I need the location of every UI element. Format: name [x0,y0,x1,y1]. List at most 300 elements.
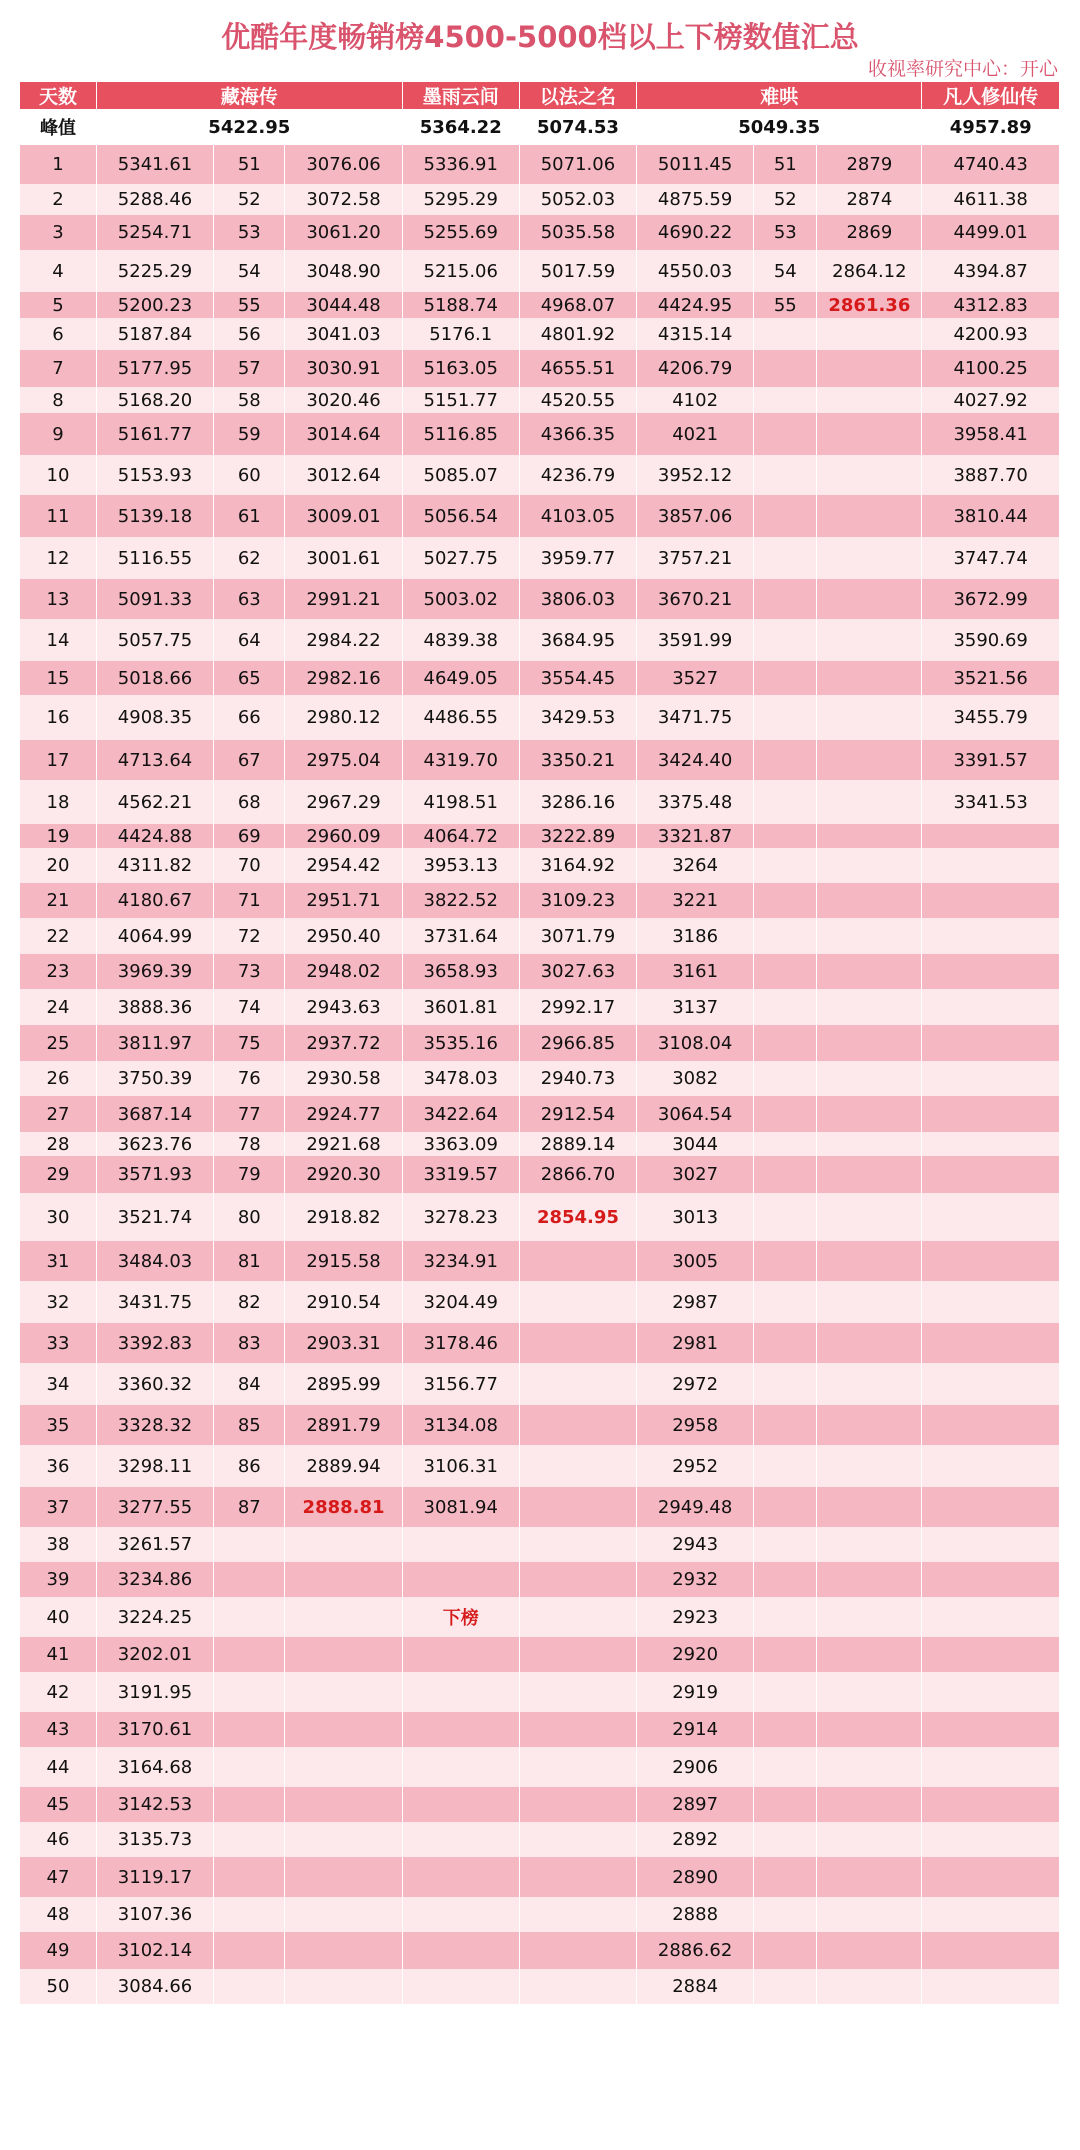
cell-show-1-value: 5091.33 [96,579,213,619]
cell-show-1-value: 3170.61 [96,1712,213,1747]
cell-show-4-extra-day [754,780,817,824]
cell-show-2-value: 3478.03 [402,1061,519,1096]
cell-show-4-value: 3137 [637,989,754,1025]
cell-show-4-extra-value [817,1712,922,1747]
cell-day: 19 [20,824,96,848]
cell-show-1-value: 3623.76 [96,1132,213,1156]
cell-show-2-value: 4064.72 [402,824,519,848]
table-row [20,989,1060,1025]
cell-show-4-extra-day [754,1281,817,1323]
cell-show-4-extra-value [817,1061,922,1096]
peak-label: 峰值 [20,109,96,145]
cell-show-1-extra-day [214,1747,285,1787]
cell-show-1-extra-value: 2915.58 [285,1241,402,1281]
cell-show-1-extra-day: 62 [214,537,285,579]
cell-show-4-value: 4206.79 [637,350,754,387]
table-row [20,1747,1060,1787]
cell-show-4-value: 3757.21 [637,537,754,579]
cell-day: 15 [20,661,96,695]
table-row [20,1857,1060,1897]
table-row [20,1445,1060,1487]
cell-show-1-extra-value: 2888.81 [285,1487,402,1527]
cell-show-2-value [402,1822,519,1857]
cell-day: 49 [20,1932,96,1969]
cell-show-5-value: 4312.83 [922,292,1060,318]
cell-show-3-value: 2992.17 [519,989,636,1025]
table-row [20,387,1060,413]
cell-show-3-value: 3684.95 [519,619,636,661]
cell-show-4-value: 2981 [637,1323,754,1363]
cell-show-3-value: 5052.03 [519,184,636,215]
cell-show-4-value: 2949.48 [637,1487,754,1527]
cell-show-3-value: 2889.14 [519,1132,636,1156]
cell-show-1-extra-value [285,1857,402,1897]
cell-day: 44 [20,1747,96,1787]
cell-day: 12 [20,537,96,579]
cell-show-2-value: 3081.94 [402,1487,519,1527]
cell-show-5-value [922,1857,1060,1897]
cell-show-1-value: 3360.32 [96,1363,213,1405]
cell-show-1-extra-day [214,1527,285,1562]
cell-show-3-value [519,1932,636,1969]
cell-show-5-value: 4499.01 [922,215,1060,250]
cell-show-1-extra-value: 2937.72 [285,1025,402,1061]
table-row [20,1932,1060,1969]
cell-show-3-value [519,1897,636,1932]
cell-show-3-value [519,1323,636,1363]
cell-show-3-value: 4103.05 [519,495,636,537]
cell-show-4-extra-day [754,318,817,350]
table-row [20,292,1060,318]
cell-show-1-extra-value: 2980.12 [285,695,402,740]
cell-show-2-value: 3134.08 [402,1405,519,1445]
cell-show-5-value [922,883,1060,918]
cell-show-5-value: 4100.25 [922,350,1060,387]
cell-show-1-extra-value: 2920.30 [285,1156,402,1193]
cell-show-4-value: 4875.59 [637,184,754,215]
cell-show-4-extra-value [817,1445,922,1487]
cell-day: 31 [20,1241,96,1281]
cell-day: 40 [20,1597,96,1637]
cell-show-3-value [519,1822,636,1857]
cell-show-4-value: 3424.40 [637,740,754,780]
table-row [20,1363,1060,1405]
cell-show-4-extra-value [817,1405,922,1445]
cell-show-4-extra-day [754,413,817,455]
table-row [20,455,1060,495]
cell-show-1-extra-value: 2991.21 [285,579,402,619]
cell-show-5-value [922,1096,1060,1132]
cell-show-3-value: 5017.59 [519,250,636,292]
cell-show-3-value: 4968.07 [519,292,636,318]
cell-show-2-value: 5336.91 [402,145,519,184]
cell-show-1-extra-value: 2889.94 [285,1445,402,1487]
cell-day: 28 [20,1132,96,1156]
cell-show-1-extra-value [285,1637,402,1672]
cell-show-3-value [519,1787,636,1822]
cell-show-1-value: 5057.75 [96,619,213,661]
cell-show-2-value: 5295.29 [402,184,519,215]
cell-show-5-value [922,954,1060,989]
cell-show-1-extra-day: 66 [214,695,285,740]
cell-show-1-extra-value: 2891.79 [285,1405,402,1445]
cell-show-3-value: 3554.45 [519,661,636,695]
cell-show-1-value: 3164.68 [96,1747,213,1787]
cell-show-4-extra-value [817,1363,922,1405]
cell-show-4-extra-day [754,1897,817,1932]
cell-show-5-value: 3810.44 [922,495,1060,537]
cell-show-4-extra-value: 2864.12 [817,250,922,292]
cell-show-4-extra-value [817,413,922,455]
cell-show-1-extra-day: 78 [214,1132,285,1156]
cell-show-2-value: 3822.52 [402,883,519,918]
cell-show-1-extra-day: 58 [214,387,285,413]
cell-show-1-extra-value: 2951.71 [285,883,402,918]
cell-show-1-extra-value: 2924.77 [285,1096,402,1132]
cell-show-5-value [922,1712,1060,1747]
cell-show-1-extra-value [285,1969,402,2004]
cell-show-1-extra-day: 63 [214,579,285,619]
cell-show-2-value [402,1712,519,1747]
cell-show-4-value: 2914 [637,1712,754,1747]
cell-show-4-extra-day: 55 [754,292,817,318]
cell-show-4-value: 3005 [637,1241,754,1281]
table-body [20,145,1060,2004]
cell-show-4-extra-day [754,1932,817,1969]
cell-show-2-value: 3535.16 [402,1025,519,1061]
cell-show-4-extra-value [817,918,922,954]
cell-show-1-value: 5177.95 [96,350,213,387]
cell-show-1-value: 3202.01 [96,1637,213,1672]
cell-show-1-value: 3191.95 [96,1672,213,1712]
cell-show-4-extra-day [754,1562,817,1597]
cell-show-4-value: 3591.99 [637,619,754,661]
cell-show-2-value [402,1857,519,1897]
cell-show-3-value: 3071.79 [519,918,636,954]
cell-day: 33 [20,1323,96,1363]
cell-show-1-extra-day: 54 [214,250,285,292]
table-row [20,619,1060,661]
cell-show-4-extra-value [817,537,922,579]
peak-show-4: 5049.35 [637,109,922,145]
cell-show-3-value: 3109.23 [519,883,636,918]
cell-show-1-value: 5153.93 [96,455,213,495]
cell-show-1-value: 3224.25 [96,1597,213,1637]
cell-show-1-extra-day: 70 [214,848,285,883]
cell-show-5-value: 3391.57 [922,740,1060,780]
cell-show-5-value [922,1445,1060,1487]
cell-show-3-value [519,1527,636,1562]
table-row [20,1787,1060,1822]
table-row [20,413,1060,455]
cell-day: 25 [20,1025,96,1061]
cell-show-1-value: 3484.03 [96,1241,213,1281]
cell-show-4-extra-day: 54 [754,250,817,292]
cell-show-2-value: 5188.74 [402,292,519,318]
cell-show-5-value [922,1132,1060,1156]
cell-show-4-extra-day [754,387,817,413]
cell-show-2-value [402,1562,519,1597]
cell-show-5-value [922,1193,1060,1241]
cell-show-4-extra-day [754,1969,817,2004]
cell-show-4-extra-value [817,824,922,848]
cell-show-4-extra-value [817,1597,922,1637]
page [20,0,1060,2004]
cell-show-5-value [922,1061,1060,1096]
cell-show-1-extra-day: 81 [214,1241,285,1281]
cell-show-4-extra-value [817,455,922,495]
cell-show-4-value: 3321.87 [637,824,754,848]
cell-show-4-value: 2888 [637,1897,754,1932]
cell-show-1-extra-value: 3041.03 [285,318,402,350]
cell-show-4-value: 5011.45 [637,145,754,184]
cell-show-4-extra-day [754,1672,817,1712]
cell-show-1-extra-day [214,1787,285,1822]
cell-show-4-value: 4021 [637,413,754,455]
cell-show-3-value: 2940.73 [519,1061,636,1096]
cell-show-4-value: 3064.54 [637,1096,754,1132]
cell-show-1-extra-value [285,1822,402,1857]
cell-show-5-value: 3887.70 [922,455,1060,495]
cell-day: 43 [20,1712,96,1747]
cell-show-4-extra-day [754,579,817,619]
cell-show-1-extra-value: 2895.99 [285,1363,402,1405]
cell-show-1-value: 3328.32 [96,1405,213,1445]
cell-show-2-value: 3658.93 [402,954,519,989]
cell-show-1-extra-day: 73 [214,954,285,989]
cell-show-4-extra-day [754,1822,817,1857]
table-row [20,1527,1060,1562]
cell-show-4-value: 2952 [637,1445,754,1487]
cell-day: 1 [20,145,96,184]
cell-show-4-extra-value [817,1897,922,1932]
table-row [20,1241,1060,1281]
cell-show-1-extra-value [285,1672,402,1712]
cell-show-4-extra-value [817,1857,922,1897]
cell-show-1-value: 3298.11 [96,1445,213,1487]
table-row [20,1597,1060,1637]
cell-show-4-extra-value [817,661,922,695]
cell-show-1-value: 3687.14 [96,1096,213,1132]
cell-show-5-value: 3455.79 [922,695,1060,740]
cell-show-4-extra-value: 2879 [817,145,922,184]
cell-show-4-extra-value [817,780,922,824]
cell-show-3-value: 2966.85 [519,1025,636,1061]
cell-show-3-value [519,1241,636,1281]
peak-show-3: 5074.53 [519,109,636,145]
cell-show-1-extra-day: 76 [214,1061,285,1096]
cell-day: 47 [20,1857,96,1897]
cell-show-1-extra-value [285,1527,402,1562]
cell-show-4-extra-day [754,1527,817,1562]
cell-show-1-extra-value: 3072.58 [285,184,402,215]
cell-show-4-extra-value [817,848,922,883]
cell-show-5-value [922,1897,1060,1932]
table-row [20,579,1060,619]
cell-show-1-extra-day: 80 [214,1193,285,1241]
cell-show-1-value: 3811.97 [96,1025,213,1061]
cell-show-2-value: 5027.75 [402,537,519,579]
cell-show-3-value [519,1712,636,1747]
cell-show-3-value: 4801.92 [519,318,636,350]
cell-show-1-extra-day: 56 [214,318,285,350]
cell-day: 46 [20,1822,96,1857]
cell-show-1-extra-day: 53 [214,215,285,250]
cell-show-1-value: 3084.66 [96,1969,213,2004]
cell-show-4-extra-value [817,619,922,661]
cell-show-4-extra-day [754,883,817,918]
cell-show-4-extra-value [817,1822,922,1857]
table-row [20,1025,1060,1061]
cell-day: 18 [20,780,96,824]
cell-show-1-extra-day [214,1672,285,1712]
cell-show-1-extra-day [214,1637,285,1672]
cell-show-4-extra-value [817,1787,922,1822]
cell-show-4-value: 2886.62 [637,1932,754,1969]
cell-show-4-value: 3108.04 [637,1025,754,1061]
cell-show-2-value [402,1527,519,1562]
cell-show-4-extra-day [754,989,817,1025]
cell-show-2-value: 4198.51 [402,780,519,824]
cell-show-3-value [519,1597,636,1637]
header-show-4: 难哄 [637,82,922,109]
cell-show-4-extra-value [817,695,922,740]
cell-show-4-extra-day [754,350,817,387]
cell-show-3-value: 5071.06 [519,145,636,184]
cell-show-4-extra-day [754,1487,817,1527]
table-row [20,1897,1060,1932]
cell-show-4-extra-value: 2869 [817,215,922,250]
cell-show-2-value: 3156.77 [402,1363,519,1405]
cell-show-4-extra-day [754,1193,817,1241]
cell-show-1-extra-day: 86 [214,1445,285,1487]
cell-show-4-extra-day [754,740,817,780]
cell-show-1-value: 3431.75 [96,1281,213,1323]
cell-show-4-value: 3161 [637,954,754,989]
cell-show-2-value: 3106.31 [402,1445,519,1487]
table-row [20,848,1060,883]
cell-show-4-value: 4424.95 [637,292,754,318]
cell-show-1-extra-day: 65 [214,661,285,695]
cell-show-3-value: 3286.16 [519,780,636,824]
cell-show-5-value [922,1637,1060,1672]
cell-show-4-extra-day [754,1061,817,1096]
cell-show-1-value: 3261.57 [96,1527,213,1562]
cell-show-2-value: 3178.46 [402,1323,519,1363]
cell-day: 39 [20,1562,96,1597]
table-row [20,350,1060,387]
cell-show-5-value: 3747.74 [922,537,1060,579]
cell-show-4-extra-value [817,1747,922,1787]
cell-show-5-value [922,1363,1060,1405]
cell-day: 26 [20,1061,96,1096]
cell-show-3-value: 4520.55 [519,387,636,413]
table-row [20,495,1060,537]
cell-show-4-extra-value [817,1969,922,2004]
cell-show-1-extra-value [285,1597,402,1637]
cell-show-1-extra-value: 3014.64 [285,413,402,455]
cell-show-2-value: 3953.13 [402,848,519,883]
cell-show-3-value: 4655.51 [519,350,636,387]
table-row [20,824,1060,848]
cell-show-2-value: 5085.07 [402,455,519,495]
cell-show-2-value: 5003.02 [402,579,519,619]
cell-show-5-value [922,1527,1060,1562]
cell-show-1-extra-value [285,1787,402,1822]
table-row [20,1637,1060,1672]
cell-show-1-value: 4064.99 [96,918,213,954]
cell-show-4-value: 3221 [637,883,754,918]
cell-show-4-extra-day [754,1156,817,1193]
table-row [20,918,1060,954]
table-row [20,1562,1060,1597]
cell-show-4-extra-day [754,619,817,661]
cell-show-4-extra-value [817,1132,922,1156]
cell-show-3-value [519,1445,636,1487]
cell-show-1-value: 4562.21 [96,780,213,824]
cell-show-3-value: 3027.63 [519,954,636,989]
cell-show-5-value [922,918,1060,954]
table-row [20,1132,1060,1156]
cell-show-5-value [922,1747,1060,1787]
cell-show-1-extra-value: 2930.58 [285,1061,402,1096]
cell-show-5-value [922,989,1060,1025]
cell-show-1-extra-value: 2903.31 [285,1323,402,1363]
cell-day: 7 [20,350,96,387]
cell-show-5-value: 3672.99 [922,579,1060,619]
cell-show-1-extra-value: 3001.61 [285,537,402,579]
cell-show-1-extra-day: 71 [214,883,285,918]
cell-show-2-value: 5151.77 [402,387,519,413]
table-row [20,250,1060,292]
cell-day: 38 [20,1527,96,1562]
cell-show-4-value: 2897 [637,1787,754,1822]
cell-show-4-extra-value: 2861.36 [817,292,922,318]
cell-show-1-value: 4713.64 [96,740,213,780]
cell-show-4-value: 4315.14 [637,318,754,350]
cell-show-1-extra-value: 2910.54 [285,1281,402,1323]
cell-show-4-extra-day [754,1132,817,1156]
cell-show-4-extra-day [754,695,817,740]
cell-show-4-extra-day [754,1096,817,1132]
cell-show-1-value: 5187.84 [96,318,213,350]
table-row [20,695,1060,740]
cell-show-4-extra-day [754,661,817,695]
cell-show-5-value [922,1787,1060,1822]
cell-show-4-value: 3471.75 [637,695,754,740]
cell-show-5-value [922,1672,1060,1712]
cell-show-2-value [402,1747,519,1787]
cell-show-2-value: 下榜 [402,1597,519,1637]
table-row [20,1061,1060,1096]
cell-show-2-value [402,1637,519,1672]
cell-show-2-value: 3422.64 [402,1096,519,1132]
cell-day: 23 [20,954,96,989]
cell-show-4-value: 2919 [637,1672,754,1712]
cell-show-4-extra-day [754,1445,817,1487]
cell-show-1-value: 3102.14 [96,1932,213,1969]
cell-day: 48 [20,1897,96,1932]
cell-show-4-extra-value [817,989,922,1025]
table-row [20,1969,1060,2004]
table-row [20,1323,1060,1363]
cell-show-1-extra-day: 83 [214,1323,285,1363]
cell-show-3-value [519,1487,636,1527]
cell-day: 11 [20,495,96,537]
cell-show-1-value: 5288.46 [96,184,213,215]
cell-day: 9 [20,413,96,455]
cell-show-4-extra-value [817,1156,922,1193]
